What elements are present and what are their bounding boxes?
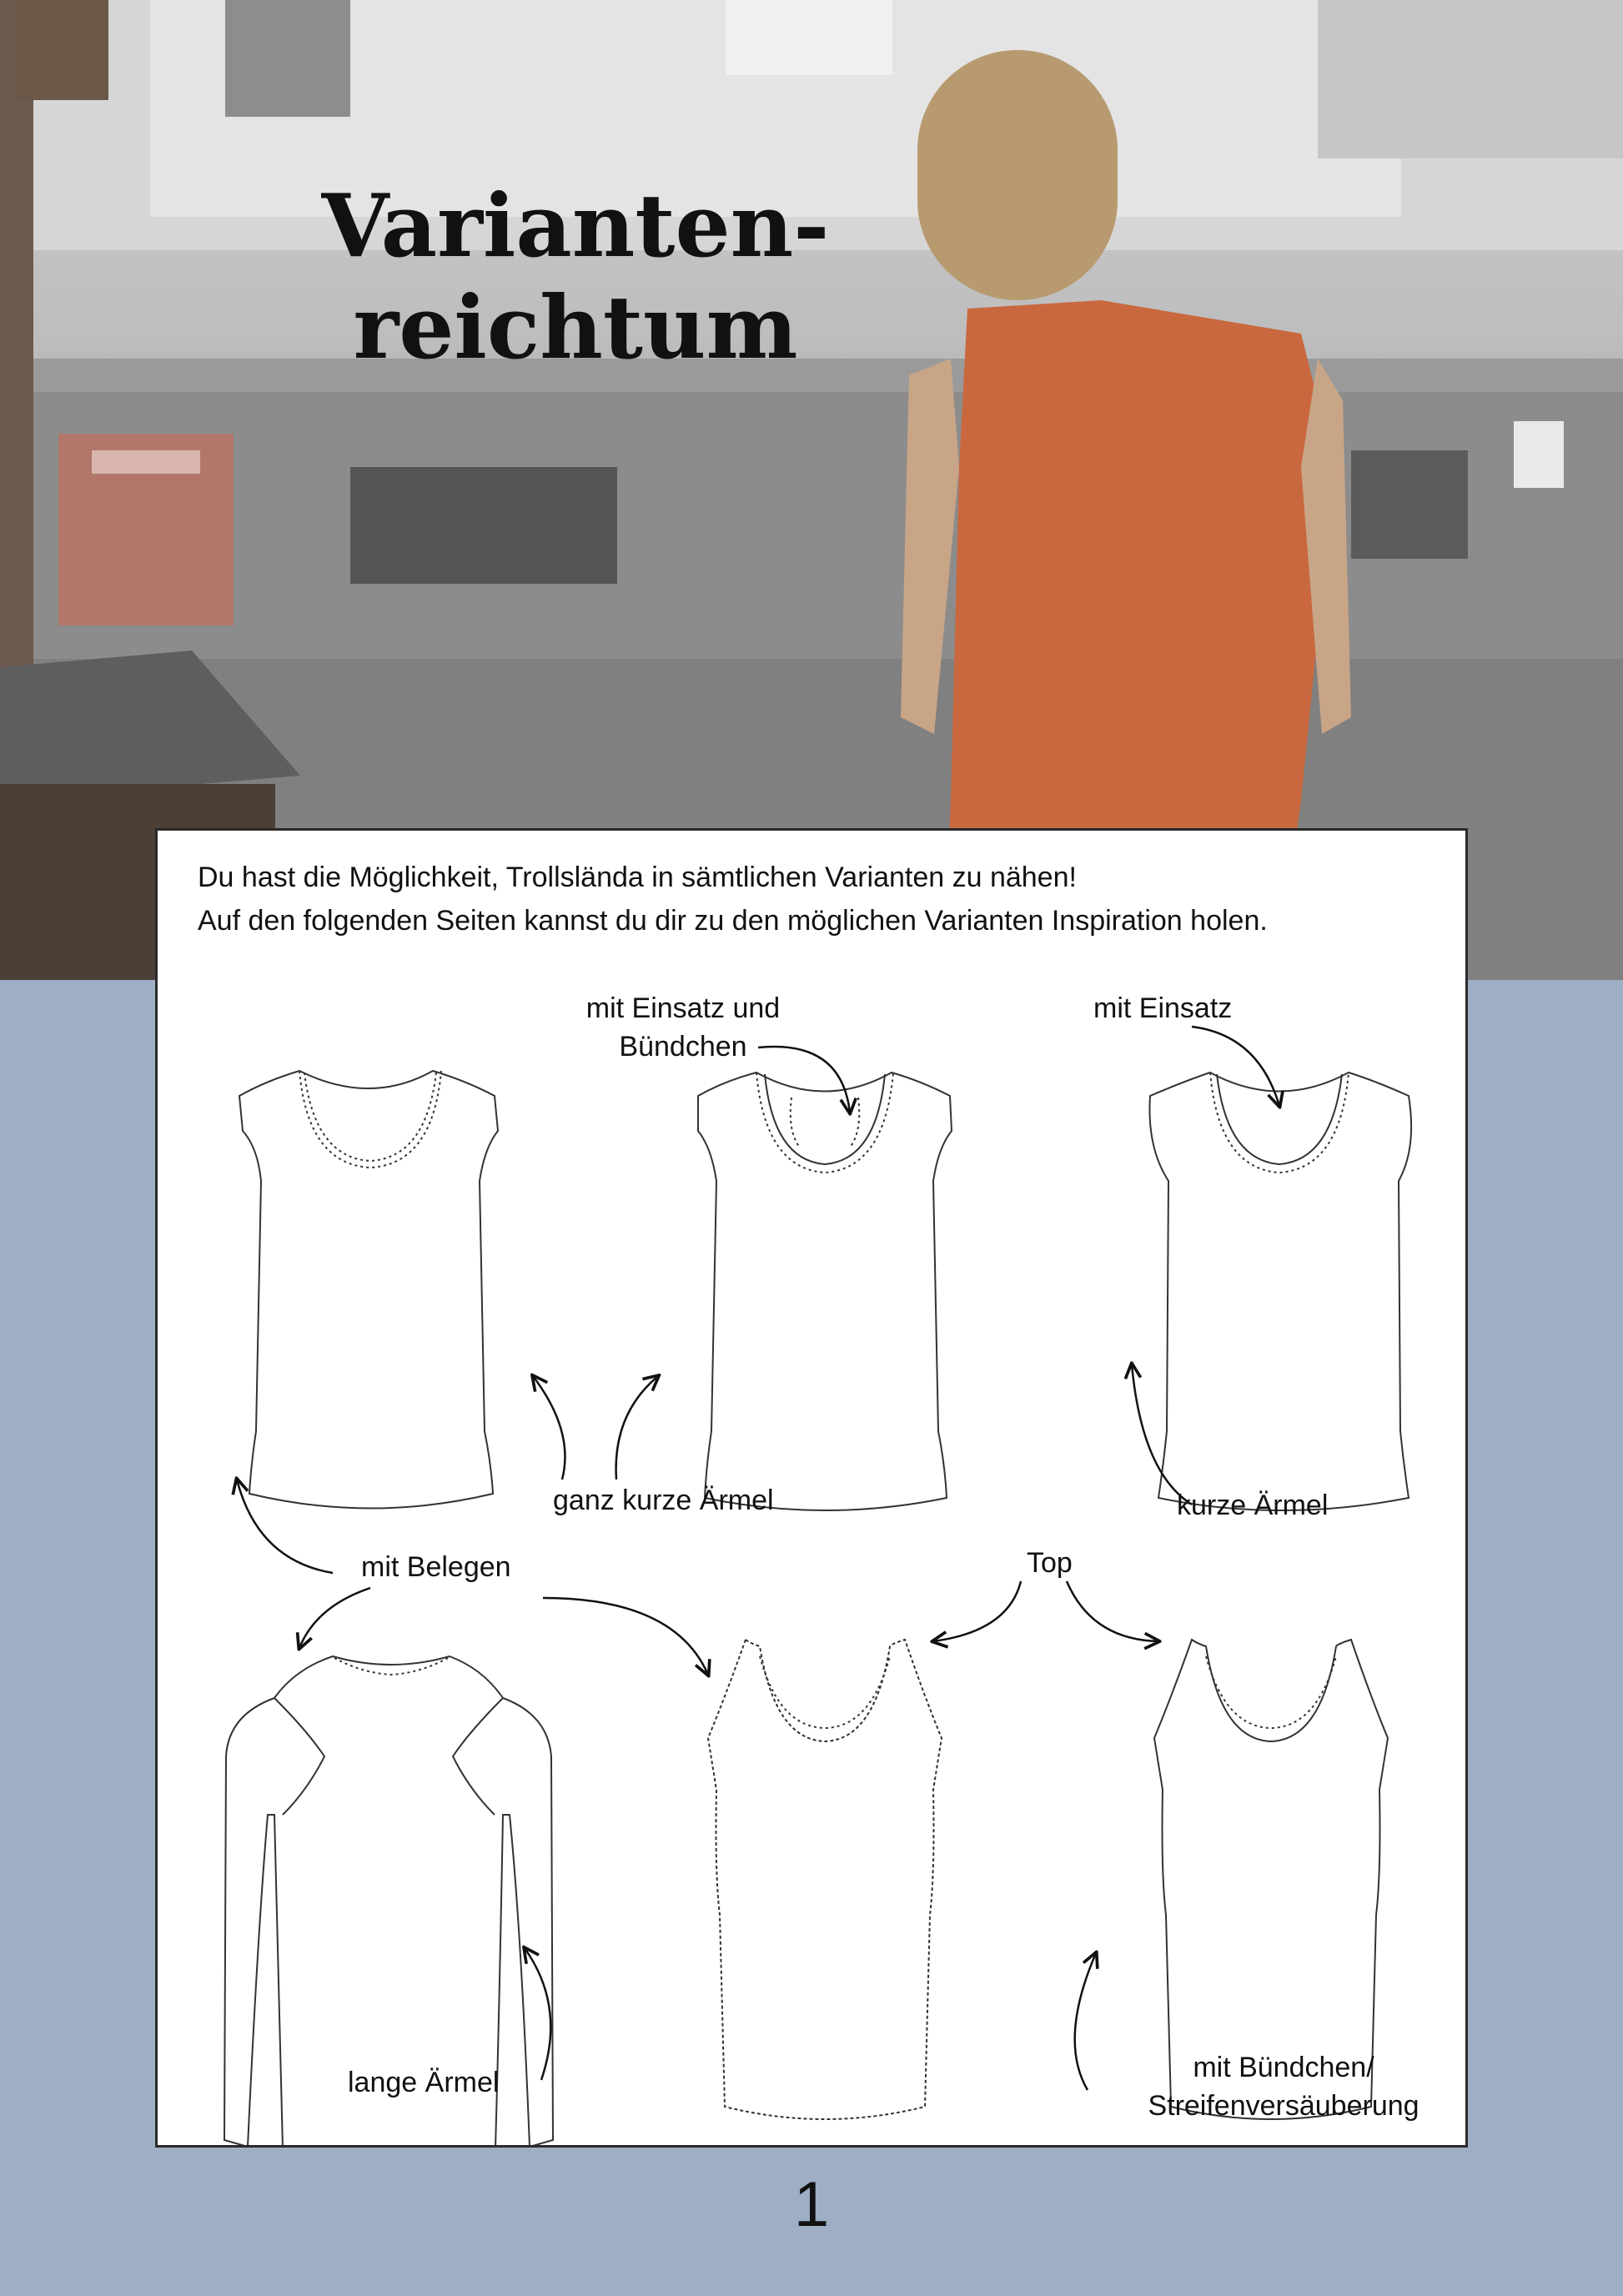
- intro-line-1: Du hast die Möglichkeit, Trollslända in sämtlichen Varianten zu nähen!: [198, 862, 1077, 893]
- page-number: 1: [793, 2169, 830, 2240]
- title-line-2: reichtum: [353, 276, 798, 379]
- page-title: [317, 175, 834, 379]
- tank-sketch-band: [1154, 1640, 1388, 2119]
- label-buendchen-line-1: mit Bündchen/: [1193, 2052, 1374, 2083]
- label-lange-aermel: lange Ärmel: [348, 2067, 500, 2098]
- variants-panel: [155, 828, 1468, 2148]
- label-einsatz: mit Einsatz: [1093, 992, 1233, 1024]
- shirt-sketch-insert-band: [698, 1073, 952, 1510]
- label-einsatz-buendchen-line-1: mit Einsatz und: [585, 992, 781, 1024]
- label-ganz-kurze-aermel: ganz kurze Ärmel: [553, 1485, 774, 1516]
- intro-line-2: Auf den folgenden Seiten kannst du dir zu den möglichen Varianten Inspiration holen.: [198, 905, 1268, 937]
- label-buendchen: [1100, 2048, 1467, 2125]
- shirt-sketch-insert: [1149, 1073, 1411, 1510]
- title-line-1: Varianten-: [321, 174, 830, 277]
- tank-sketch-top: [708, 1640, 942, 2119]
- label-top: Top: [1027, 1547, 1073, 1579]
- label-belegen: mit Belegen: [361, 1551, 511, 1583]
- label-einsatz-buendchen: [558, 989, 808, 1066]
- label-einsatz-buendchen-line-2: Bündchen: [619, 1031, 747, 1063]
- label-kurze-aermel: kurze Ärmel: [1177, 1490, 1329, 1521]
- label-buendchen-line-2: Streifenversäuberung: [1148, 2090, 1419, 2122]
- shirt-sketch-cap-sleeve: [239, 1071, 498, 1509]
